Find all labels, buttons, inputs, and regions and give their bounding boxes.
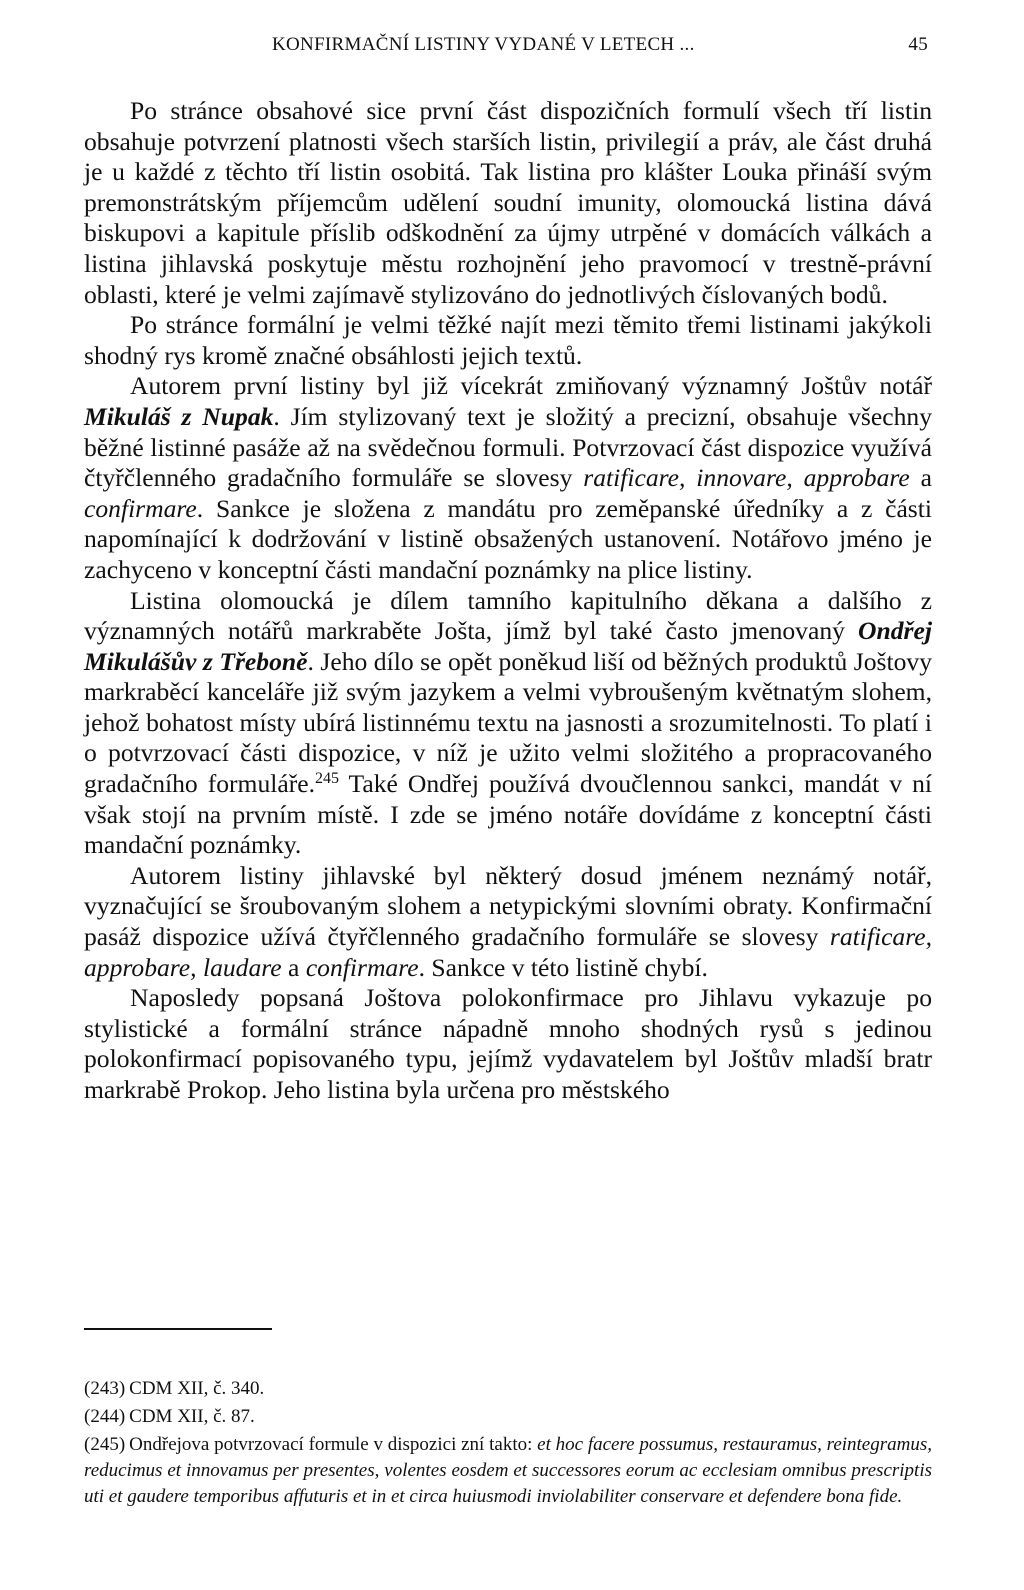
footnote-mark: (245) — [84, 1434, 126, 1455]
notary-name-ondrej: Ondřej Mikulášův z Třeboně — [84, 616, 932, 676]
paragraph-3-text-b: . Jím stylizovaný text je složitý a precizní, obsahuje všechny běžné listinné pasáže až na svědečnou formuli. Potvrzovací část dispozice využívá čtyřčlenného gradačního formuláře se slovesy — [84, 401, 932, 493]
latin-verbs: ratificare, innovare, approbare — [583, 463, 910, 493]
footnote-ref-245: 245 — [315, 770, 339, 788]
running-title: KONFIRMAČNÍ LISTINY VYDANÉ V LETECH ... — [272, 34, 695, 55]
footnote-245 — [84, 1432, 932, 1510]
paragraph-3-text-a: Autorem první listiny byl již vícekrát zmiňovaný významný Joštův notář — [130, 371, 932, 401]
footnote-243 — [84, 1376, 932, 1402]
page-number: 45 — [908, 34, 928, 55]
latin-verb-last: confirmare — [84, 493, 197, 523]
paragraph-5-text-d: . Sankce v této listině chybí. — [418, 952, 708, 982]
footnotes — [84, 1376, 932, 1512]
running-head — [84, 34, 928, 64]
latin-verb-last: confirmare — [305, 952, 419, 982]
paragraph-4-text-a: Listina olomoucká je dílem tamního kapitulního děkana a dalšího z významných notářů markraběte Jošta, jímž byl také často jmenovaný — [84, 585, 932, 646]
latin-quote: et hoc facere possumus, restauramus, reintegramus, reducimus et innovamus per presentes, volentes eosdem et successores eorum ac ecclesiam omnibus prescriptis uti et gaudere temporibus affuturis et in et circa huiusmodi inviolabiliter conservare et defendere bona fide. — [84, 1434, 932, 1507]
paragraph-6: Naposledy popsaná Joštova polokonfirmace pro Jihlavu vykazuje po stylistické a formální stránce nápadně mnoho shodných rysů s jedinou polokonfirmací popisovaného typu, jejímž vydavatelem byl Joštův mladší bratr markrabě Prokop. Jeho listina byla určena pro městského — [84, 983, 932, 1104]
footnote-mark: (243) — [84, 1378, 126, 1399]
paragraph-5-text-a: Autorem listiny jihlavské byl některý dosud jménem neznámý notář, vyznačující se šroubovaným slohem a netypickými slovními obraty. Konfirmační pasáž dispozice užívá čtyřčlenného gradačního formuláře se slovesy — [84, 860, 932, 952]
paragraph-5-text-c: a — [281, 952, 306, 982]
footnote-text: CDM XII, č. 87. — [129, 1406, 255, 1427]
footnote-text: Ondřejova potvrzovací formule v dispozici zní takto: — [129, 1434, 538, 1455]
footnote-separator — [84, 1328, 272, 1330]
paragraph-1: Po stránce obsahové sice první část dispozičních formulí všech tří listin obsahuje potvrzení platnosti všech starších listin, privilegií a práv, ale část druhá je u každé z těchto tří listin osobitá. Tak listina pro klášter Louka přináší svým premonstrátským příjemcům udělení soudní imunity, olomoucká listina dává biskupovi a kapitule příslib odškodnění za újmy utrpěné v domácích válkách a listina jihlavská poskytuje městu rozhojnění jeho pravomocí v trestně-právní oblasti, které je velmi zajímavě stylizováno do jednotlivých číslovaných bodů. — [84, 96, 932, 309]
paragraph-3 — [84, 371, 932, 585]
footnote-244 — [84, 1404, 932, 1430]
notary-name-mikulas: Mikuláš z Nupak — [84, 401, 274, 431]
footnote-text: CDM XII, č. 340. — [129, 1378, 265, 1399]
paragraph-2: Po stránce formální je velmi těžké najít mezi těmito třemi listinami jakýkoli shodný rys kromě značné obsáhlosti jejich textů. — [84, 310, 932, 370]
paragraph-3-text-c: a — [909, 463, 933, 493]
paragraph-3-text-d: . Sankce je složena z mandátu pro zeměpanské úředníky a z části napomínající k dodržování v listině obsažených ustanovení. Notářovo jméno je zachyceno v konceptní části mandační poznámky na plice listiny. — [84, 493, 932, 584]
paragraph-5 — [84, 861, 932, 983]
latin-verbs: ratificare, approbare, laudare — [84, 922, 932, 982]
paragraph-4-text-b: . Jeho dílo se opět poněkud liší od běžných produktů Joštovy markraběcí kanceláře již svým jazykem a velmi vybroušeným květnatým slohem, jehož bohatost místy ubírá listinnému textu na jasnosti a srozumitelnosti. To platí i o potvrzovací části dispozice, v níž je užito velmi složitého a propracovaného gradačního formuláře. — [84, 646, 932, 799]
paragraph-4 — [84, 586, 932, 861]
body-text — [84, 96, 932, 1106]
paragraph-4-text-c: Také Ondřej používá dvoučlennou sankci, mandát v ní však stojí na prvním místě. I zde se jméno notáře dovídáme z konceptní části mandační poznámky. — [84, 769, 932, 860]
footnote-mark: (244) — [84, 1406, 126, 1427]
